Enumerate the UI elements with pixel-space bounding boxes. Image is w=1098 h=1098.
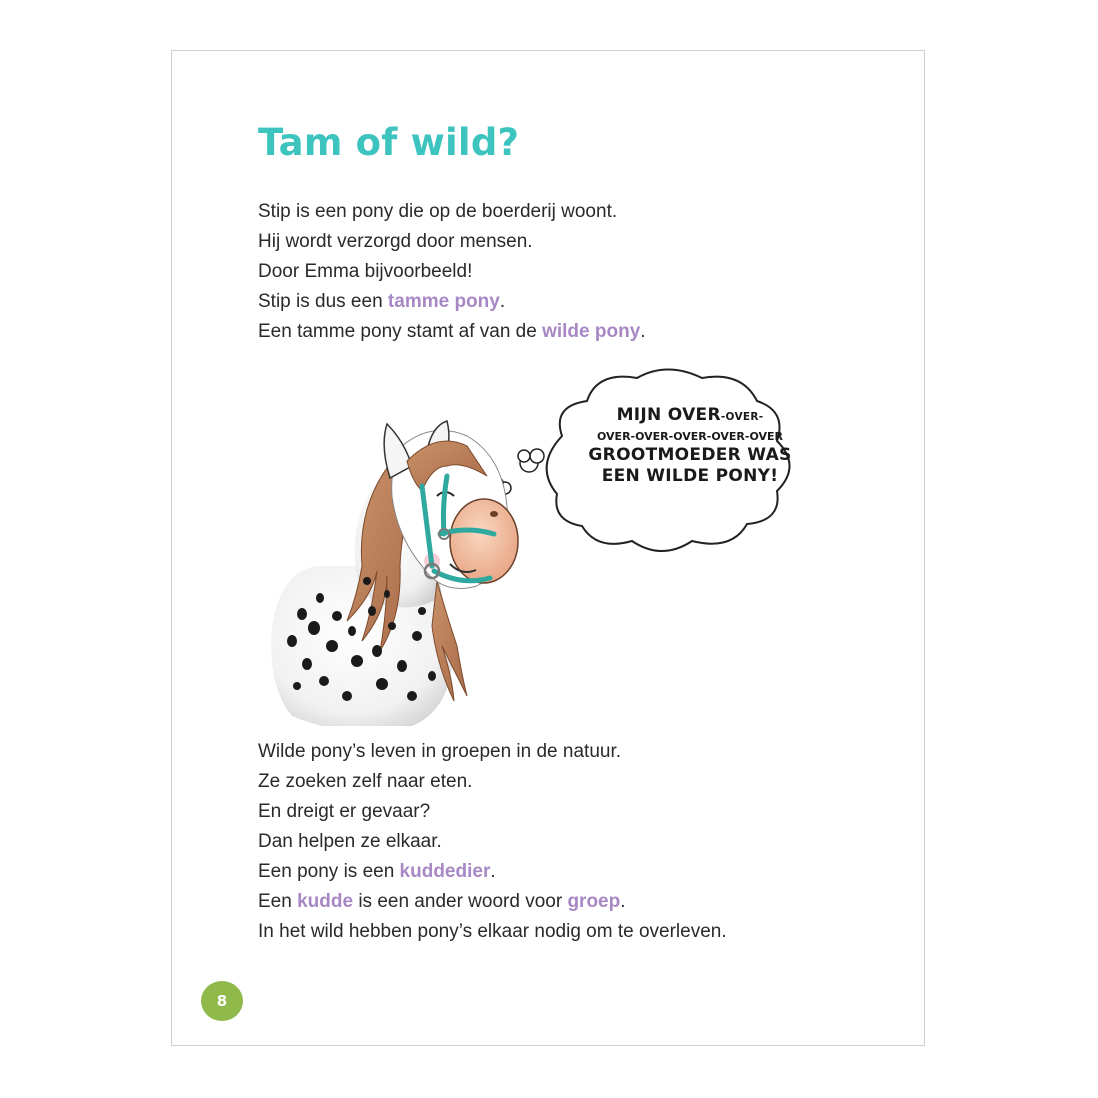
page-number-badge: 8 xyxy=(201,981,243,1021)
bubble-line xyxy=(570,405,810,428)
highlight-term: tamme pony xyxy=(387,291,500,312)
text-segment: is een ander woord voor xyxy=(353,891,568,912)
highlight-term: wilde pony xyxy=(542,321,641,342)
text-segment: . xyxy=(640,321,646,342)
bubble-big-text: MIJN OVER xyxy=(616,405,721,425)
bubble-line: EEN WILDE PONY! xyxy=(601,466,779,486)
text-segment: Een xyxy=(258,891,298,912)
bubble-line: GROOTMOEDER WAS xyxy=(588,445,792,465)
text-line: In het wild hebben pony’s elkaar nodig om te overleven. xyxy=(258,921,727,942)
text-segment: . xyxy=(620,891,626,912)
text-line xyxy=(258,287,646,317)
text-line: Door Emma bijvoorbeeld! xyxy=(258,261,473,282)
book-page xyxy=(171,50,925,1046)
speech-bubble-text xyxy=(570,405,810,487)
highlight-term: kuddedier xyxy=(399,861,491,882)
text-segment: . xyxy=(490,861,496,882)
text-line: Hij wordt verzorgd door mensen. xyxy=(258,231,533,252)
bubble-line: OVER-OVER-OVER-OVER-OVER xyxy=(596,430,784,443)
text-segment: Stip is dus een xyxy=(258,291,388,312)
text-line: Stip is een pony die op de boerderij woont. xyxy=(258,201,618,222)
highlight-term: groep xyxy=(567,891,621,912)
text-line: Wilde pony’s leven in groepen in de natuur. xyxy=(258,741,622,762)
text-segment: . xyxy=(499,291,506,312)
text-line xyxy=(258,857,727,887)
highlight-term: kudde xyxy=(297,891,354,912)
page-title: Tam of wild? xyxy=(258,121,520,164)
text-line: Dan helpen ze elkaar. xyxy=(258,831,442,852)
text-segment: Een pony is een xyxy=(258,861,400,882)
intro-paragraph xyxy=(258,197,646,347)
bubble-small-text: -OVER- xyxy=(720,411,764,423)
text-segment: Een tamme pony stamt af van de xyxy=(258,321,543,342)
text-line xyxy=(258,887,727,917)
text-line: Ze zoeken zelf naar eten. xyxy=(258,771,473,792)
body-paragraph xyxy=(258,737,727,947)
text-line: En dreigt er gevaar? xyxy=(258,801,431,822)
text-line xyxy=(258,317,646,347)
